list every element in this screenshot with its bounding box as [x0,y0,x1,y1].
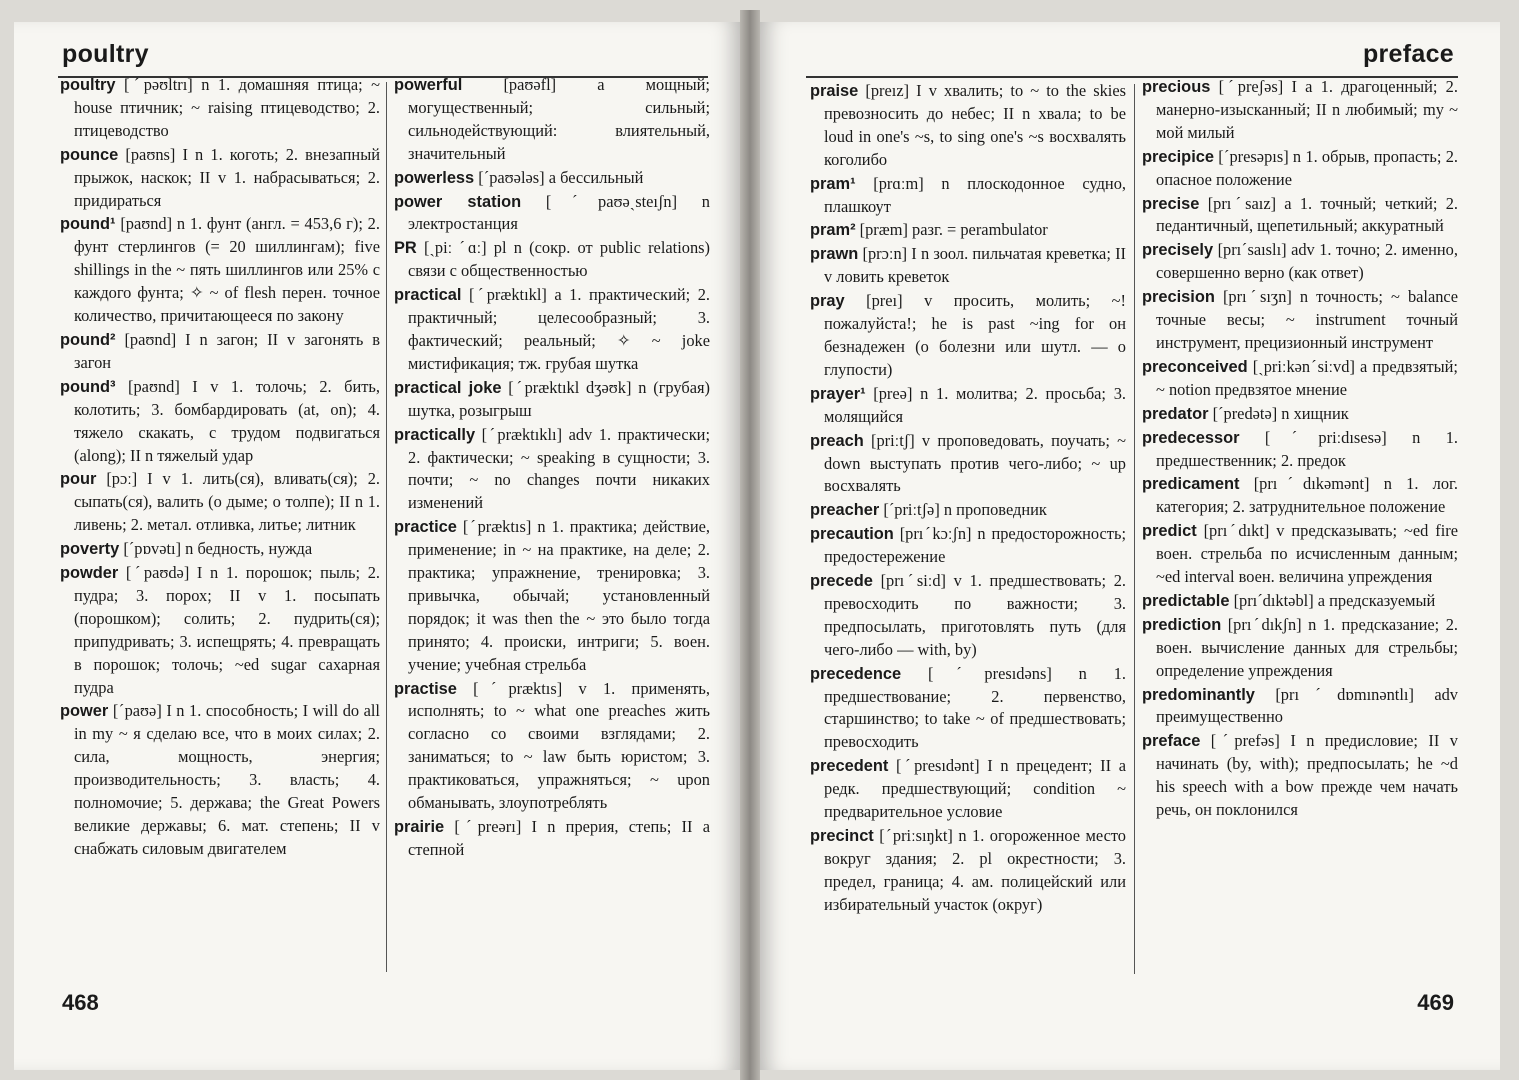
entry-body: [ˊpreʃəs] I a 1. драгоценный; 2. манерно-изысканный; II n любимый; my ~ мой милый [1156,77,1458,142]
entry-headword: precise [1142,194,1200,213]
dictionary-entry [394,516,710,676]
entry-body: [ˊpræktıkl] a 1. практический; 2. практичный; целесообразный; 3. фактический; реальный; ✧ ~ joke мистификация; тж. грубая шутка [408,285,710,373]
dictionary-entry [1142,520,1458,589]
entry-body: [ˊprefəs] I n предисловие; II v начинать (by, with); предпосылать; he ~d his speech with a bow прежде чем начать речь, он поклонился [1156,731,1458,820]
dictionary-entry [60,329,380,375]
entry-body: [ˊpaʊələs] a бессильный [478,167,644,187]
entry-headword: precedence [810,664,902,683]
dictionary-entry [810,499,1126,522]
entry-headword: preacher [810,501,880,520]
entry-body: [paʊnd] I n загон; II v загонять в загон [74,329,380,372]
left-column-2 [394,74,710,974]
entry-headword: power [60,702,109,721]
entry-headword: pounce [60,145,119,164]
entry-headword: pray [810,292,845,311]
dictionary-entry [810,523,1126,569]
entry-body: [prɑːm] n плоскодонное судно, плашкоут [824,173,1126,216]
entry-headword: powerful [394,76,463,94]
right-column-2 [1142,76,1458,976]
entry-headword: practise [394,679,457,698]
entry-headword: precinct [810,827,874,845]
entry-headword: prediction [1142,615,1222,634]
entry-body: [paʊəfl] a мощный; могущественный; сильный; сильнодействующий: влиятельный, значительный [408,75,710,163]
entry-body: [ˊpræktıs] n 1. практика; действие, применение; in ~ на практике, на деле; 2. практика; упражнение, тренировка; 3. привычка, обычай; установленный порядок; it was then the ~ это было тогда принято; 4. происки, интриги; 5. воен. учение; учебная стрельба [408,517,710,674]
entry-body: [prɔːn] I n зоол. пильчатая креветка; II v ловить креветок [824,244,1126,287]
dictionary-entry [1142,193,1458,239]
dictionary-entry [1142,286,1458,355]
entry-headword: predictable [1142,591,1230,610]
entry-body: [preı] v просить, молить; ~! пожалуйста!; he is past ~ing for он безнадежен (о болезни или шутл. — о глупости) [824,291,1126,379]
entry-headword: pram¹ [810,174,856,193]
entry-body: [prıˊdıktəbl] a предсказуемый [1233,590,1436,610]
entry-headword: power station [394,192,522,211]
dictionary-entry [810,825,1126,917]
entry-body: [paʊnd] I v 1. толочь; 2. бить, колотить; 3. бомбардировать (at, on); 4. тяжело скакать, с трудом подвигаться (along); II n тяжелый удар [74,376,380,465]
dictionary-entry [394,74,710,166]
dictionary-entry [810,663,1126,755]
entry-headword: practically [394,425,476,444]
entry-headword: predecessor [1142,428,1240,447]
dictionary-entry [1142,403,1458,426]
entry-body: [priːtʃ] v проповедовать, поучать; ~ down выступать против чего-либо; ~ up восхвалять [824,430,1126,496]
entry-body: [preə] n 1. молитва; 2. просьба; 3. молящийся [824,383,1126,426]
entry-body: [ˊpriːsıŋkt] n 1. огороженное место вокруг здания; 2. pl окрестности; 3. предел, граница; 4. ам. полицейский или избирательный участок (округ) [824,826,1126,914]
entry-body: [ˊpɒvətı] n бедность, нужда [123,539,313,559]
dictionary-entry [1142,356,1458,402]
entry-body: [ˊpresıdəns] n 1. предшествование; 2. первенство, старшинство; to take ~ of предшествовать; превосходить [824,663,1126,752]
dictionary-entry [1142,730,1458,822]
entry-body: [præm] разг. = perambulator [859,220,1048,240]
column-separator-right [1134,84,1135,974]
right-column-1 [810,80,1126,980]
entry-body: [ˊpriːdısesə] n 1. предшественник; 2. предок [1156,427,1458,470]
dictionary-entry [394,191,710,237]
dictionary-entry [394,424,710,516]
dictionary-entry [810,173,1126,219]
entry-body: [prıˊdɒmınəntlı] adv преимущественно [1156,684,1458,727]
dictionary-entry [60,700,380,860]
dictionary-entry [394,167,710,190]
dictionary-entry [1142,590,1458,613]
entry-headword: preface [1142,732,1201,751]
entry-headword: preconceived [1142,357,1248,376]
running-head-left: poultry [62,40,149,68]
entry-headword: precious [1142,78,1211,96]
entry-headword: powder [60,564,119,583]
entry-headword: preach [810,431,864,450]
entry-headword: prayer¹ [810,384,866,403]
dictionary-entry [60,538,380,561]
dictionary-entry [394,377,710,423]
right-page [760,22,1500,1070]
dictionary-entry [810,219,1126,242]
entry-headword: practical joke [394,378,502,397]
running-head-right: preface [1362,40,1454,68]
dictionary-entry [60,468,380,537]
column-separator-left [386,82,387,972]
entry-body: [preız] I v хвалить; to ~ to the skies превозносить до небес; II n хвала; to be loud in one's ~s, to sing one's ~s восхвалять коголибо [824,81,1126,169]
entry-body: [prıˊdıkəmənt] n 1. лог. категория; 2. затруднительное положение [1156,474,1458,517]
dictionary-entry [60,144,380,213]
entry-body: [prıˊsaız] a 1. точный; четкий; 2. педантичный, щепетильный; аккуратный [1156,193,1458,236]
dictionary-entry [1142,614,1458,683]
dictionary-entry [810,430,1126,499]
dictionary-entry [810,80,1126,172]
entry-body: [ˊpreərı] I n прерия, степь; II a степной [408,817,710,859]
entry-body: [ˊpræktıkl dʒəʊk] n (грубая) шутка, розыгрыш [408,377,710,420]
entry-headword: precaution [810,525,894,544]
entry-body: [ˊpəʊltrı] n 1. домашняя птица; ~ house птичник; ~ raising птицеводство; 2. птицеводство [74,75,380,140]
dictionary-entry [1142,427,1458,473]
entry-body: [prıˊdıkʃn] n 1. предсказание; 2. воен. вычисление данных для стрельбы; определение упреждения [1156,614,1458,680]
entry-body: [pɔː] I v 1. лить(ся), вливать(ся); 2. сыпать(ся), валить (о дыме; о толпе); II n 1. ливень; 2. метал. отливка, литье; литник [74,469,380,535]
entry-headword: predicament [1142,475,1240,494]
dictionary-entry [1142,684,1458,730]
entry-headword: practice [394,518,457,537]
entry-body: [ˏpiː ˊɑː] pl n (сокр. от public relations) связи с общественностью [408,238,710,281]
entry-body: [paʊnd] n 1. фунт (англ. = 453,6 г); 2. фунт стерлингов (= 20 шиллингам); five shillings in the ~ пять шиллингов или 25% с каждого фунта; ✧ ~ of flesh перен. точное количество, причитающееся по закону [74,214,380,326]
entry-headword: predator [1142,404,1209,423]
dictionary-entry [394,816,710,862]
dictionary-entry [810,383,1126,429]
entry-body: [ˏpriːkənˊsiːvd] a предвзятый; ~ notion предвзятое мнение [1156,356,1458,399]
entry-body: [prıˊsiːd] v 1. предшествовать; 2. превосходить по важности; 3. предпосылать, приготовлять путь (для чего-либо — with, by) [824,571,1126,659]
dictionary-entry [394,237,710,283]
entry-body: [prıˊkɔːʃn] n предосторожность; предостережение [824,524,1126,567]
dictionary-entry [810,755,1126,824]
dictionary-entry [394,678,710,815]
entry-headword: precedent [810,757,889,776]
entry-headword: precede [810,572,873,591]
entry-headword: predict [1142,522,1197,541]
entry-body: [paʊns] I n 1. коготь; 2. внезапный прыжок, наскок; II v 1. набрасываться; 2. придираться [74,144,380,210]
dictionary-entry [1142,239,1458,285]
entry-body: [prıˊsaıslı] adv 1. точно; 2. именно, совершенно верно (как ответ) [1156,240,1458,283]
dictionary-entry [60,376,380,468]
entry-body: [ˊpræktıs] v 1. применять, исполнять; to ~ what one preaches жить согласно со своими взглядами; 2. заниматься; to ~ law быть юристом; 3. практиковаться, упражняться; ~ upon обманывать, злоупотреблять [408,678,710,813]
entry-headword: prairie [394,818,445,836]
dictionary-entry [394,284,710,376]
entry-body: [ˊpaʊdə] I n 1. порошок; пыль; 2. пудра; 3. порох; II v 1. посыпать (порошком); солить; 2. пудрить(ся); припудривать; 3. испещрять; 4. превращать в порошок; толочь; ~ed sugar сахарная пудра [74,563,380,697]
entry-headword: prawn [810,245,859,264]
dictionary-entry [810,290,1126,382]
entry-body: [ˊpaʊəˏsteıʃn] n электростанция [408,191,710,234]
dictionary-entry [1142,146,1458,192]
dictionary-entry [810,570,1126,662]
entry-headword: pram² [810,221,856,240]
entry-body: [ˊpresəpıs] n 1. обрыв, пропасть; 2. опасное положение [1156,146,1458,189]
entry-headword: pound³ [60,377,116,396]
book-gutter [740,10,760,1080]
dictionary-entry [810,243,1126,289]
entry-headword: poultry [60,76,116,94]
entry-headword: PR [394,239,417,258]
entry-headword: pound² [60,330,116,349]
dictionary-entry [60,562,380,699]
entry-headword: precisely [1142,241,1214,260]
left-column-1 [60,74,380,974]
entry-headword: pound¹ [60,215,116,234]
entry-body: [ˊpriːtʃə] n проповедник [883,500,1047,520]
entry-headword: praise [810,82,859,100]
entry-headword: predominantly [1142,685,1255,704]
left-page [14,22,740,1070]
entry-headword: powerless [394,168,475,187]
dictionary-entry [60,74,380,143]
entry-body: [ˊpaʊə] I n 1. способность; I will do all in my ~ я сделаю все, что в моих силах; 2. сила, мощность, энергия; производительность; 3. власть; 4. полномочие; 5. держава; the Great Powers великие державы; 6. мат. степень; II v снабжать силовым двигателем [74,701,380,858]
entry-body: [ˊpræktıklı] adv 1. практически; 2. фактически; ~ speaking в сущности; 3. почти; ~ no changes почти никаких изменений [408,424,710,513]
entry-headword: precision [1142,288,1215,307]
page-number-left: 468 [62,990,99,1015]
entry-headword: practical [394,286,462,305]
dictionary-entry [1142,473,1458,519]
entry-headword: precipice [1142,147,1214,166]
entry-body: [prıˊsıʒn] n точность; ~ balance точные весы; ~ instrument точный инструмент, прецизионный инструмент [1156,287,1458,352]
entry-body: [prıˊdıkt] v предсказывать; ~ed fire воен. стрельба по исчисленным данным; ~ed interval воен. величина упреждения [1156,521,1458,587]
entry-body: [ˊpresıdənt] I n прецедент; II a редк. предшествующий; condition ~ предварительное условие [824,756,1126,822]
dictionary-entry [60,213,380,328]
entry-body: [ˊpredətə] n хищник [1212,403,1349,423]
entry-headword: pour [60,470,97,489]
entry-headword: poverty [60,540,120,559]
page-number-right: 469 [1417,990,1454,1015]
dictionary-entry [1142,76,1458,145]
